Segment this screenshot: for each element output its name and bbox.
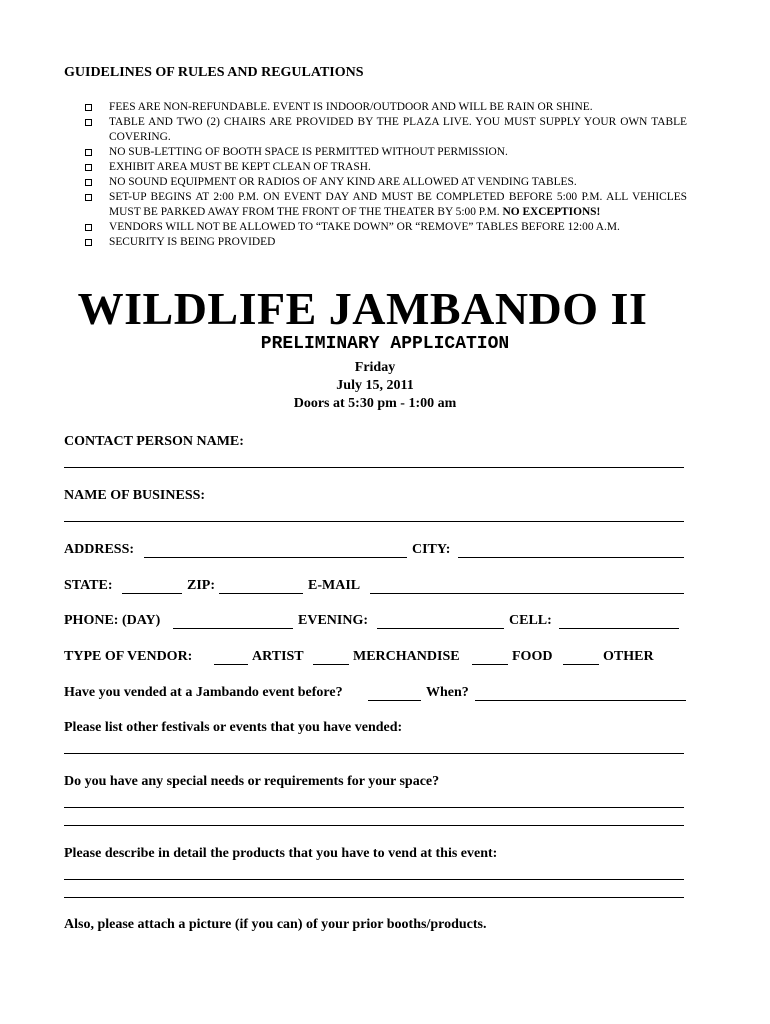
special-needs-label: Do you have any special needs or requirements for your space? (64, 774, 440, 789)
checkbox-bullet-icon (85, 194, 92, 201)
event-date: July 15, 2011 (336, 378, 414, 393)
rules-list (83, 100, 687, 250)
rule-text: EXHIBIT AREA MUST BE KEPT CLEAN OF TRASH. (109, 161, 371, 173)
other-festivals-label: Please list other festivals or events that you have vended: (64, 720, 403, 735)
event-day: Friday (354, 360, 396, 375)
contact-person-field[interactable] (64, 467, 684, 468)
address-field[interactable] (144, 557, 407, 558)
attach-picture-note: Also, please attach a picture (if you can) of your prior booths/products. (64, 917, 487, 932)
guidelines-heading: GUIDELINES OF RULES AND REGULATIONS (64, 65, 364, 80)
rule-item (83, 235, 687, 250)
vended-before-label: Have you vended at a Jambando event before? (64, 685, 343, 700)
phone-day-field[interactable] (173, 628, 293, 629)
address-label: ADDRESS: (64, 542, 135, 557)
checkbox-bullet-icon (85, 164, 92, 171)
rule-item (83, 220, 687, 235)
contact-person-label: CONTACT PERSON NAME: (64, 434, 244, 449)
evening-phone-label: EVENING: (298, 613, 369, 628)
zip-field[interactable] (219, 593, 303, 594)
other-checkbox-field[interactable] (563, 664, 599, 665)
rule-item (83, 115, 687, 145)
products-field-2[interactable] (64, 897, 684, 898)
evening-phone-field[interactable] (377, 628, 504, 629)
food-checkbox-field[interactable] (472, 664, 508, 665)
phone-day-label: PHONE: (DAY) (64, 613, 161, 628)
rule-text: SET-UP BEGINS AT 2:00 P.M. ON EVENT DAY AND MUST BE COMPLETED BEFORE 5:00 P.M. ALL VEHICLES MUST BE PARKED AWAY FROM THE FRONT OF THE THEATER BY 5:00 P.M. (109, 191, 687, 218)
products-label: Please describe in detail the products that you have to vend at this event: (64, 846, 498, 861)
artist-checkbox-field[interactable] (214, 664, 248, 665)
business-name-field[interactable] (64, 521, 684, 522)
state-label: STATE: (64, 578, 113, 593)
rule-text: NO SOUND EQUIPMENT OR RADIOS OF ANY KIND ARE ALLOWED AT VENDING TABLES. (109, 176, 577, 188)
zip-label: ZIP: (187, 578, 215, 593)
products-field-1[interactable] (64, 879, 684, 880)
other-festivals-field[interactable] (64, 753, 684, 754)
checkbox-bullet-icon (85, 119, 92, 126)
rule-item (83, 145, 687, 160)
checkbox-bullet-icon (85, 149, 92, 156)
vendor-type-artist: ARTIST (252, 649, 304, 664)
state-field[interactable] (122, 593, 182, 594)
event-doors: Doors at 5:30 pm - 1:00 am (293, 396, 457, 411)
merchandise-checkbox-field[interactable] (313, 664, 349, 665)
event-title: WILDLIFE JAMBANDO II (77, 283, 648, 334)
cell-phone-field[interactable] (559, 628, 679, 629)
vended-before-field[interactable] (368, 700, 421, 701)
email-label: E-MAIL (308, 578, 361, 593)
rule-item (83, 190, 687, 220)
special-needs-field-1[interactable] (64, 807, 684, 808)
checkbox-bullet-icon (85, 179, 92, 186)
checkbox-bullet-icon (85, 104, 92, 111)
city-field[interactable] (458, 557, 684, 558)
city-label: CITY: (412, 542, 451, 557)
rule-item (83, 175, 687, 190)
vendor-type-merchandise: MERCHANDISE (353, 649, 460, 664)
rule-text: SECURITY IS BEING PROVIDED (109, 236, 276, 248)
application-subtitle: PRELIMINARY APPLICATION (260, 334, 510, 354)
when-label: When? (426, 685, 469, 700)
rule-text: TABLE AND TWO (2) CHAIRS ARE PROVIDED BY THE PLAZA LIVE. YOU MUST SUPPLY YOUR OWN TABLE COVERING. (109, 116, 687, 143)
special-needs-field-2[interactable] (64, 825, 684, 826)
vendor-type-other: OTHER (603, 649, 654, 664)
vendor-type-food: FOOD (512, 649, 553, 664)
cell-phone-label: CELL: (509, 613, 552, 628)
email-field[interactable] (370, 593, 684, 594)
checkbox-bullet-icon (85, 239, 92, 246)
vendor-type-label: TYPE OF VENDOR: (64, 649, 193, 664)
when-field[interactable] (475, 700, 686, 701)
no-exceptions-text: NO EXCEPTIONS! (502, 206, 601, 218)
rule-text: NO SUB-LETTING OF BOOTH SPACE IS PERMITTED WITHOUT PERMISSION. (109, 146, 508, 158)
checkbox-bullet-icon (85, 224, 92, 231)
business-name-label: NAME OF BUSINESS: (64, 488, 206, 503)
rule-text: FEES ARE NON-REFUNDABLE. EVENT IS INDOOR/OUTDOOR AND WILL BE RAIN OR SHINE. (109, 101, 593, 113)
rule-text: VENDORS WILL NOT BE ALLOWED TO “TAKE DOWN” OR “REMOVE” TABLES BEFORE 12:00 A.M. (109, 221, 620, 233)
rule-item (83, 160, 687, 175)
rule-item (83, 100, 687, 115)
